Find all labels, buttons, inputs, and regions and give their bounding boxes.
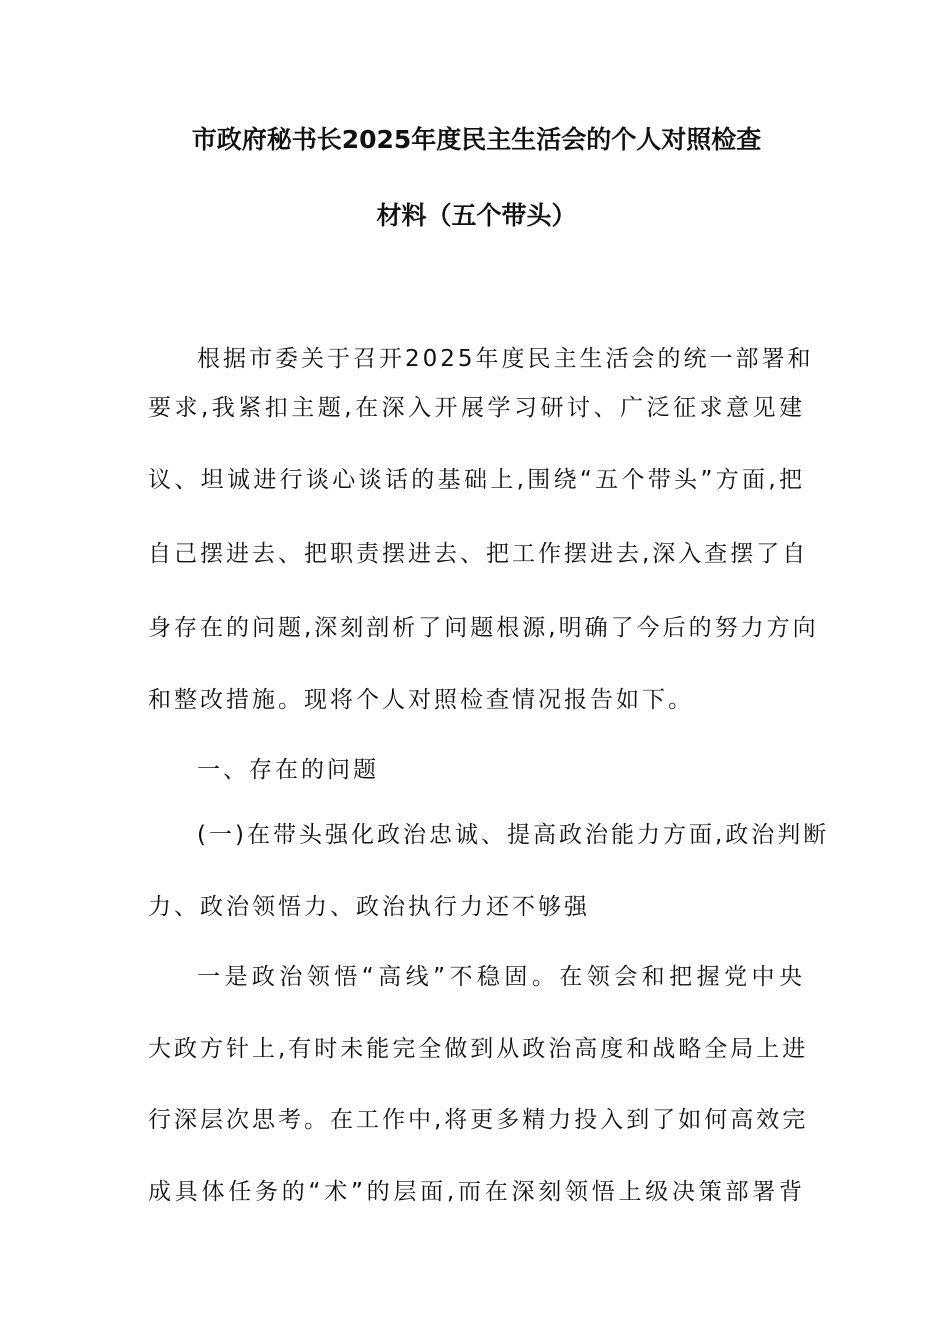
document-title-line-1: 市政府秘书长2025年度民主生活会的个人对照检查 bbox=[191, 125, 762, 154]
paragraph-line: 自己摆进去、把职责摆进去、把工作摆进去,深入查摆了自 bbox=[148, 541, 809, 567]
paragraph-line: 根据市委关于召开2025年度民主生活会的统一部署和 bbox=[197, 346, 814, 372]
paragraph-line: 一是政治领悟“高线”不稳固。在领会和把握党中央 bbox=[197, 964, 805, 990]
paragraph-line: 身存在的问题,深刻剖析了问题根源,明确了今后的努力方向 bbox=[148, 615, 819, 641]
section-heading: 一、存在的问题 bbox=[197, 757, 379, 783]
document-title-line-2: 材料（五个带头） bbox=[376, 201, 577, 230]
paragraph-line: 大政方针上,有时未能完全做到从政治高度和战略全局上进 bbox=[148, 1036, 809, 1062]
paragraph-line: 要求,我紧扣主题,在深入开展学习研讨、广泛征求意见建 bbox=[148, 395, 805, 421]
paragraph-line: 和整改措施。现将个人对照检查情况报告如下。 bbox=[148, 687, 694, 713]
paragraph-line: 成具体任务的“术”的层面,而在深刻领悟上级决策部署背 bbox=[148, 1179, 805, 1205]
paragraph-line: 议、坦诚进行谈心谈话的基础上,围绕“五个带头”方面,把 bbox=[148, 467, 805, 493]
paragraph-line: 行深层次思考。在工作中,将更多精力投入到了如何高效完 bbox=[148, 1107, 809, 1133]
subsection-heading-line: 力、政治领悟力、政治执行力还不够强 bbox=[148, 894, 590, 920]
subsection-heading-line: (一)在带头强化政治忠诚、提高政治能力方面,政治判断 bbox=[197, 822, 830, 848]
